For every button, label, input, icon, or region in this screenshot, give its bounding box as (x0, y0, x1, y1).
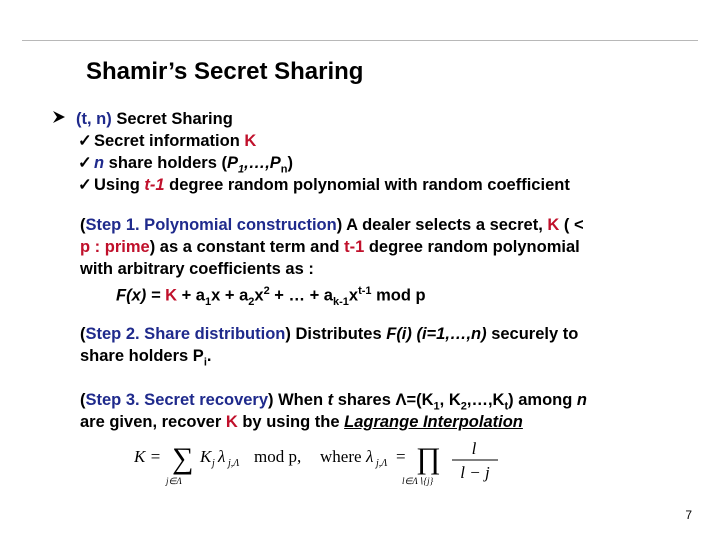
fraction-numerator: l (471, 439, 477, 458)
check-icon: ✓ (78, 176, 92, 194)
lagrange-interpolation-link[interactable]: Lagrange Interpolation (344, 413, 523, 431)
step2-line1: (Step 2. Share distribution) Distributes F(i) (i=1,…,n) securely to (80, 325, 579, 343)
sum-subscript: j∈Λ (166, 476, 182, 486)
formula-term: K (200, 447, 212, 466)
page-number: 7 (685, 508, 692, 522)
formula-mod: mod p, (254, 447, 302, 466)
formula-where: where (320, 447, 362, 466)
formula-lambda: λ (218, 447, 226, 466)
step1-line2: p : prime) as a constant term and t-1 degree random polynomial (80, 238, 580, 256)
arrow-bullet-icon (52, 108, 66, 130)
sub-bullet-polynomial: ✓ Using t-1 degree random polynomial with random coefficient (78, 176, 570, 194)
bullet-main: (t, n) Secret Sharing (52, 108, 233, 130)
step1-line1: (Step 1. Polynomial construction) A dealer selects a secret, K ( < (80, 216, 584, 234)
step1-line3: with arbitrary coefficients as : (80, 260, 314, 278)
sub-bullet-share-holders: ✓ n share holders $(P_1,\dots,P_n)$ (78, 154, 294, 176)
formula-lambda2-sub: j,Λ (376, 458, 388, 469)
check-icon: ✓ (78, 132, 92, 150)
step1-formula: $F(x) = K + a_1x + a_2x^2$ + … + $a_{k-1}x^{t-1}$ mod p (116, 285, 426, 308)
step2-line2: share holders $P_i$. (80, 347, 212, 369)
sum-symbol-icon: ∑ (172, 442, 194, 475)
fraction-denominator: l − j (460, 463, 490, 482)
formula-term-sub: j (212, 458, 215, 469)
sub-bullet-secret-info: ✓ Secret information K (78, 132, 257, 150)
top-divider (22, 40, 698, 41)
formula-lhs: K = (134, 447, 162, 466)
formula-eq: = (396, 447, 406, 466)
step3-line2: are given, recover K by using the Lagrange Interpolation (80, 413, 523, 431)
slide-title: Shamir’s Secret Sharing (86, 58, 364, 85)
product-symbol-icon: ∏ (416, 442, 441, 475)
formula-lambda-sub: j,Λ (228, 458, 240, 469)
prod-subscript: l∈Λ∖{j} (402, 476, 434, 486)
check-icon: ✓ (78, 154, 92, 172)
lagrange-formula (134, 436, 514, 488)
step3-line1: (Step 3. Secret recovery) When t shares $\Lambda=(K_1$, $K_2,\dots,K_t$) among n (80, 391, 587, 413)
formula-lambda2: λ (366, 447, 374, 466)
